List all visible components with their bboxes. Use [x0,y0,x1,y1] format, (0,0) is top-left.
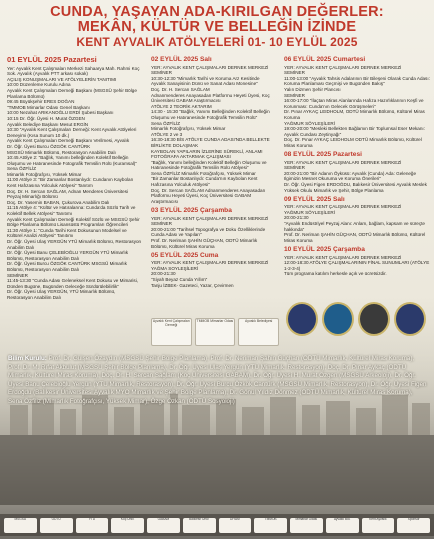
schedule-line: Adnanmenderes Anayasadan Platformu Heyeti Üyesi, Koç Üniversitesi GABAM Araştırmacısı [151,92,270,104]
schedule-line: Dr. Öğr. Üyesi Burcu ÖZGÖK CANTÜRK [7,143,91,149]
schedule-line: 11:00-13:00 "Ayvalık Tahsis Adalarının Bir Bileşeni Olarak Cunda Adası: Koruma Planlaması Geçmişi ve Bugünden Bakış" [284,75,430,87]
schedule-line: Ayvalık Kent Çalışmaları Derneği Kolektif Sözlü ve MSGSÜ Şehir Bölge Planlama Bölümü Lisansüstü Programları Öğrencileri [7,216,140,228]
schedule-day [151,252,271,289]
schedule-line: Tüm programa katılım herkesle açık ve ücretsizdir. [284,271,387,277]
schedule-line: "Ayvalık Endüstriyel Peyzaj Alanı: Anlam, bağlam, kapsam ve süreçte hakkında" [284,221,425,232]
schedule-line: SEMİNER [284,165,305,171]
schedule-line: YER: AYVALIK KENT ÇALIŞMALARI DERNEK MERKEZİ [284,204,402,210]
schedule-line: Mimarlık Fotoğrafçısı, Yüksek Mimar [151,126,226,132]
schedule-line: 14:30 - 15:30 "Bağlık, Yanımı Belleğinden Kolektif Belleğin Oluşumu ve Hatıranesinde Fotoğrafik Temsilin Rolü" [151,109,270,120]
schedule-line: 11:30 Atölye 1: "Cunda Tarihi Kent Dokusunun Modelsel ve Kültürel Analizi Atölyesi" Tanıtımı [7,227,127,239]
schedule-line: 10:30-12:30 "Mimarlık Tarihi ve Koruma Arz Kesitinde Ayvalık Sanayisinin Dünü ve Sanat Adası Monesine" [151,75,260,87]
committee-label: Bilim Kurulu: [8,355,47,362]
schedule-line: Sena ÖZFİLİZ Mimarlık Fotoğrafçısı, Yüksek Mimar [151,170,256,176]
schedule-line: YER: AYVALIK KENT ÇALIŞMALARI DERNEK MERKEZİ [151,260,269,266]
schedule-line: Tanju İZBEK- Gazeteci, Yazar, Çevirmen [151,282,234,288]
title-line-3: KENT AYVALIK ATÖLYELERİ 01- 10 EYLÜL 2025 [76,35,358,50]
schedule-line: YAĞMUR SÖYLEŞİLERİ [284,120,335,126]
partner-logo: YTÜ [76,518,109,533]
organizer-logo: TMMOB Mimarlar Odası [195,318,236,346]
partner-logo: DİYAM [219,518,252,533]
schedule-line: "Bir Zamanlar Bostanlıydı: Cunda'nın Kaybolan Kent Hafızasına Yolculuk Atölyesi" [151,176,258,188]
schedule-line: 10:15 Dr. Öğr. Üyesi H. Murat ÖZGEN [7,115,85,121]
partner-logo: Balıkesir Üniv. [183,518,216,533]
schedule-line: YER: AYVALIK KENT ÇALIŞMALARI DERNEK MERKEZİ [284,64,402,70]
schedule-line: YAĞMUR SÖYLEŞİLERİ [284,209,335,215]
committee-text: Prof. Dr. Gülşen Özaydın (MSGSÜ Şehir Bölge Planlama), Prof. Dr. Neriman Şahin Güçhan (ODTÜ Mimarlık, Kültürel Miras Koruma), Prof. Dr. M. Rıfat Akbulut (MSGSÜ Şehir Bölge Planlama), Dr. Öğr. Üyesi Ulaş Yergün (YTÜ Mimarlık, Restorasyon), Doç. Dr. Pınar Aykaç (ODTÜ Mimarlık, Kültürel Miras Koruma), Doç. Dr. H. Sercan Sağlam (Koç Üniversitesi GABAM), Dr. Öğr. Üyesi H. Murat Özgen (MSGSÜ Arkeoloji), Dr. Öğr. Üyesi Banu Çelebioğlu Yergün (YTÜ Mimarlık, Restorasyon), Dr. Öğr. Üyesi Burcu Özkök Cantürk (MSGSÜ Mimarlık, Restorasyon), Dr. Öğr. Üyesi Figen Erdoğdu (Balıkesir Üniversitesi Ayvalık MYO Mimarlık ve Şehir Bölge Planlama), Dr. Gönül Yıldız Dönmez (ODTÜ Mimarlık, Kültürel Miras Koruma), Sena Özfiliz (Mimarlık Fotoğrafçısı, Yüksek Mimar), Özge Özkan (ODTÜ Sosyoloji) [8,355,427,405]
day-heading: 06 EYLÜL 2025 Cumartesi [284,56,366,63]
schedule-line: "TMMOB Mimarlar Odası Genel Başkanı [7,104,90,110]
partner-logo: Koç Üniv. [111,518,144,533]
schedule-line: Doç. Dr. H. Sercan SAĞLAM, Adnan Menderes Üniversitesi Peyzaj Mimarlığı Bölümü [7,188,129,200]
schedule-line: 16:00-17:00 "İlaçtan Miras Alanlarında Hafıza Hazırlıklarının Keşfi ve Korunması: Cunda'nın Gelecek Görüşmeleri" [284,98,424,109]
schedule-line: YER: AYVALIK KENT ÇALIŞMALARI DERNEK MERKEZİ [151,64,269,70]
schedule-line: Yer: Ayvalık Kent Çalışmaları Merkezi Sahaarya Mah. Rahmi Koç Sok. Ayvalık (Ayvalık PTT arkası sokak) [7,65,140,77]
schedule-line: ATÖLYE 2 TEORİK AKTARIM [151,103,212,109]
partner-logo: Kent Ayvalık [362,518,395,533]
schedule-line: SEMİNER [284,70,305,76]
schedule-line: SEMİNER [284,92,305,98]
partner-logo: Mimarlar Odası [290,518,323,533]
schedule-line: 11:00 Atölye 3: "Bir Zamanlar Bostanlıydı: Cundanın Kaybolan Kent Hafızasına Yolculuk Atölyesi" Tanıtım [7,177,134,189]
schedule-line: Dr. Pınar AYKAÇ LEIDHOLM, ODTÜ Mimarlık Bölümü, Kültürel Miras Koruma [284,109,425,120]
day-heading: 09 EYLÜL 2025 Salı [284,195,345,203]
schedule-column-middle [151,56,271,291]
schedule-line: Doç. Dr. Sercan SAĞLAM Adnanmenderes Anayasadan Platformu Heyeti Üyesi, Koç Üniversitesi GABAM Araştırmacısı [151,187,266,204]
schedule-line: 11:15 Atölye 4: "Kültür ve Hatıralarına: Cunda'da Sözlü Tarih ve Kolektif Bellek Atölyesi" Tanıtımı [7,205,136,217]
schedule-line: 20:00-21:00 "Tarihsel Topografya ve Doku Özelliklerinde Cunda Adası ve Yapıları" [151,226,266,238]
partner-logo: ODTÜ [40,518,73,533]
schedule-line: Doç. Dr. Yasemin BABAN, Çukurova Anabilim Dalı [7,199,110,205]
schedule-line: SEMİNER [151,70,172,76]
schedule-line: YER: AYVALIK KENT ÇALIŞMALARI DERNEK MERKEZİ [151,215,269,221]
schedule-line: 10:30 "Ayvalık Kent Çalışmaları Derneği: Kent Ayvalık Atölyeleri Deneyimi (Kısa Sunum 10 dk.) [7,127,137,138]
schedule-line: AÇILIŞ KONUŞMALARI VE ATÖLYELERİN TANITIMI [7,76,117,82]
schedule-line: Doç. Dr. Pınar AYKAÇ LEIDHOLM ODTÜ Mimarlık Bölümü, Kültürel Miras Koruma [284,137,422,148]
schedule-line: Mimarlık Fotoğrafçısı, Yüksek Mimar [7,171,82,177]
schedule-line: 09:45 Büyükşehir ERES DOĞAN [7,99,75,105]
schedule-line: KAYBOLAN YAPILARIN İZLERİNE SÜREKLİ, ANLAMI FOTOĞRAFA AKTARMAK ÇALIŞMASI [151,148,263,160]
day-heading: 08 EYLÜL 2025 Pazartesi [284,151,362,158]
schedule-line: 20:00-21:30 [284,215,309,221]
organizer-logos [151,317,279,347]
schedule-line: 10:00 Nezahat ARIKANOĞLU ERDİ Şubesi Başkanı [7,110,114,116]
schedule-line: Ayvalık Kent Çalışmaları Derneği Başkanı (MSGSÜ Şehir Bölge Planlama Bölümü) [7,87,137,99]
partner-logos-strip [0,514,434,536]
schedule-line: Dr. Öğr. Üyesi Figen ERDOĞDU, Balıkesir Üniversitesi Ayvalık Meslek Yüksek Okulu Mimarlık ve Şehir, Bölge Planlama [284,181,427,193]
schedule-line: Sena ÖZFİLİZ [7,166,37,172]
schedule-line: 16:30-18:30 BİS ATÖLYE CUNDA ADASI'NDA BELLEKTE BİRLİKTE DOLAŞMAK [151,137,270,148]
schedule-line: SEMİNER [151,221,172,227]
day-heading: 02 EYLÜL 2025 Salı [151,56,212,63]
schedule-line: "Siyah Beyaz Cunda Yıllım" [151,276,208,282]
schedule-line: SEMİNER [7,272,28,278]
day-heading: 03 EYLÜL 2025 Çarşamba [151,206,232,214]
title-line-1: CUNDA, YAŞAYAN ADA-KIRILGAN DEĞERLER: [50,4,384,20]
schedule-line: 12:00-18:30 ATÖLYE ÇALIŞMALARININ FİNAL SUNUMLARI (ATÖLYE 1-2-3-4) [284,260,430,271]
schedule-line: 10:00 Düzenleme Kurulu Adına [7,82,71,88]
university-seal-icon [286,302,318,336]
schedule-line: YER: AYVALIK KENT ÇALIŞMALARI DERNEK MERKEZİ [284,254,402,260]
schedule-line: 19:00-20:00 "Mesleki Bellekten Bağlamın Bir Toplumsal Eser Mekanı: Ayvalık Cundası Zeytinyağı" [284,126,425,137]
schedule-line: 20:00-21:30 [151,271,176,277]
partner-logo: Ayvalık Bld. [326,518,359,533]
schedule-day [284,56,430,149]
day-heading: 05 EYLÜL 2025 Cuma [151,251,219,259]
partner-logo: MSGSÜ [4,518,37,533]
schedule-day [7,56,142,301]
poster-header [0,0,434,49]
schedule-day [151,56,271,204]
schedule-line: YER: AYVALIK KENT ÇALIŞMALARI DERNEK MERKEZİ [284,159,402,165]
schedule-day [151,207,271,249]
schedule-day [284,196,430,244]
schedule-day [284,246,430,277]
day-heading: 10 EYLÜL 2025 Çarşamba [284,245,365,253]
university-seals [286,300,426,338]
organizer-logo: Ayvalık Belediyesi [238,318,279,346]
university-seal-icon [358,302,390,336]
schedule-column-left [7,56,142,303]
schedule-line: ATÖLYE 2 ve 3 [151,131,183,137]
university-seal-icon [394,302,426,336]
schedule-line: 11:45-13:30 "Cunda Adası Geleneksel Kent Dokusu ve Mimarisi, Dünden Bugüne, Bugünden Geleceğe Sürdürülebilirlik" [7,278,139,289]
schedule-day [284,151,430,193]
schedule-line: Prof. Dr. Neriman ŞAHİN GÜÇHAN, ODTÜ Mimarlık Bölümü, Kültürel Miras Koruma [284,232,426,243]
schedule-line: Dr. Öğr. Üyesi Banu ÇELEBİOĞLU YERGÜN YTÜ Mimarlık Bölümü, Restorasyon Anabilim Dalı [7,250,129,261]
schedule-line: 20:00-21:00 "Bir Adanın Öyküsü: Ayvalık (Cunda) Ada: Geleneğe Ilgimizin Mesnet Okuruma ve Koruma Önerileri" [284,170,417,182]
schedule-line: 10:45 Atölye 2: "Bağlık, Yanımı belleğinden Kolektif Belleğin Oluşumu ve Hatıranesinde Fotografik Temsilin Rolü (Kuramsal)" [7,155,137,166]
title-line-2: MEKÂN, KÜLTÜR VE BELLEĞİN İZİNDE [77,19,357,36]
schedule-line: Prof. Dr. Neriman ŞAHİN GÜÇHAN, ODTÜ Mimarlık Bölümü, Kültürel Miras Koruma [151,237,258,249]
schedule-line: Ayvalık Belediye Başkanı Mesut ERGİN [7,121,89,127]
partner-logo: GABAM [147,518,180,533]
partner-logo: TMMOB [254,518,287,533]
schedule-line: YAĞMA SOYLEŞİLERİ [151,265,199,271]
day-heading: 01 EYLÜL 2025 Pazartesi [7,55,97,64]
university-seal-icon [322,302,354,336]
partner-logo: Sponsor [397,518,430,533]
schedule-line: Dr. Öğr. Üyesi Ulaş YERGÜN YTÜ Mimarlık Bölümü, Restorasyon Anabilim Dalı [7,239,142,250]
schedule-line: MSGSÜ Mimarlık Bölümü, Restorasyon Anabilim Dalı [7,149,116,155]
schedule-line: Ayvalık Kent Çalışmaları Derneği Başkanı Verilmesi, Ayvalık [7,138,130,144]
schedule-line: Dr. Öğr. Üyesi Ulaş YERGÜN, YTÜ Mimarlık Bölümü, Restorasyon Anabilim Dalı [7,289,116,300]
schedule-column-right [284,56,430,279]
schedule-line: Sena ÖZFİLİZ [151,120,181,126]
organizer-logo: Ayvalık Kent Çalışmaları Derneği [151,318,192,346]
schedule-line: Dr. Öğr. Üyesi Burcu ÖZGÖK CANTÜRK MSGSÜ Mimarlık Bölümü, Restorasyon Anabilim Dalı [7,261,127,272]
scientific-committee [8,355,428,407]
schedule-line: Doç. Dr. H. Sercan SAĞLAM [151,86,210,92]
schedule-line: "Bağlık, Yanımı belleğinden Kolektif Belleğin Oluşumu ve Hatıranesinde Fotoğrafik Temsilin Rolü Atölyesi" [151,159,267,171]
schedule-line: Yalın Dizmen Şehir Plancısı [284,86,341,92]
